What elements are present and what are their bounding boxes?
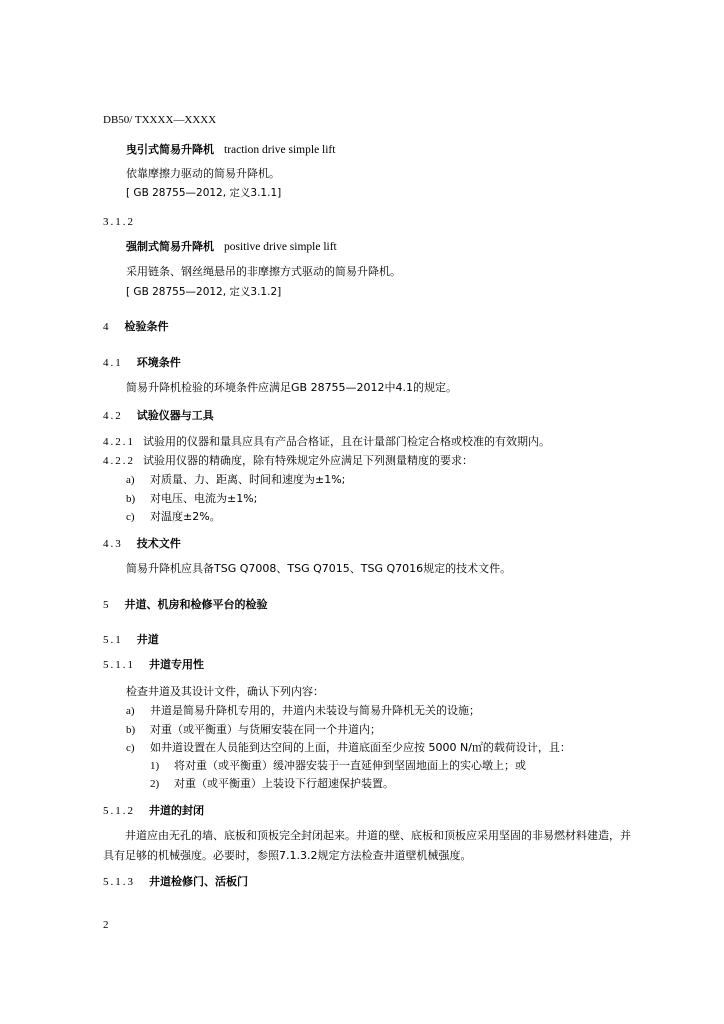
list-marker: 1) xyxy=(150,760,160,772)
list-item xyxy=(126,492,257,506)
list-text: 对重（或平衡重）上装设下行超速保护装置。 xyxy=(174,777,394,790)
list-text: 对电压、电流为±1%; xyxy=(150,492,258,505)
term-en: positive drive simple lift xyxy=(224,241,337,253)
term-en: traction drive simple lift xyxy=(224,144,336,156)
page-number: 2 xyxy=(103,919,109,931)
sub-list-item xyxy=(150,759,526,773)
clause-text: 试验用仪器的精确度，除有特殊规定外应满足下列测量精度的要求： xyxy=(143,454,473,467)
paragraph: 简易升降机检验的环境条件应满足GB 28755—2012中4.1的规定。 xyxy=(126,381,458,394)
standard-code-header: DB50/ TXXXX—XXXX xyxy=(103,114,217,126)
term-title-positive-drive xyxy=(126,240,337,254)
section-heading-4-1 xyxy=(103,356,181,370)
section-title: 井道的封闭 xyxy=(149,804,204,817)
clause-number: 4.2.1 xyxy=(103,436,135,448)
list-item xyxy=(126,473,345,487)
section-heading-5 xyxy=(103,598,268,612)
clause-4-2-2 xyxy=(103,454,473,468)
paragraph: 检查井道及其设计文件，确认下列内容： xyxy=(126,685,324,698)
list-text: 井道是简易升降机专用的，井道内未装设与简易升降机无关的设施； xyxy=(150,704,480,717)
list-text: 将对重（或平衡重）缓冲器安装于一直延伸到坚固地面上的实心墩上；或 xyxy=(174,759,526,772)
paragraph: 井道应由无孔的墙、底板和顶板完全封闭起来。井道的壁、底板和顶板应采用坚固的非易燃材料建造，并具有足够的机械强度。必要时，参照7.1.3.2规定方法检查井道壁机械强度。 xyxy=(103,829,631,862)
section-title: 井道专用性 xyxy=(149,658,204,671)
term-definition: 依靠摩擦力驱动的简易升降机。 xyxy=(126,167,280,180)
list-marker: c) xyxy=(126,742,135,754)
section-title: 井道、机房和检修平台的检验 xyxy=(124,598,268,611)
list-text: 对温度±2%。 xyxy=(150,510,221,523)
clause-text: 试验用的仪器和量具应具有产品合格证，且在计量部门检定合格或校准的有效期内。 xyxy=(143,435,550,448)
section-heading-5-1-3 xyxy=(103,875,248,889)
clause-4-2-1 xyxy=(103,435,550,449)
list-marker: c) xyxy=(126,511,135,523)
list-text: 对质量、力、距离、时间和速度为±1%; xyxy=(150,473,346,486)
section-number: 4.3 xyxy=(103,538,123,550)
clause-number: 4.2.2 xyxy=(103,455,135,467)
sub-list-item xyxy=(150,777,394,791)
section-title: 技术文件 xyxy=(136,537,181,550)
section-number: 5.1.1 xyxy=(103,659,135,671)
term-zh: 曳引式简易升降机 xyxy=(126,143,214,156)
list-text: 对重（或平衡重）与货厢安装在同一个井道内； xyxy=(150,723,381,736)
term-zh: 强制式简易升降机 xyxy=(126,240,214,253)
list-item xyxy=(126,510,221,524)
section-number: 4.1 xyxy=(103,357,123,369)
section-heading-4 xyxy=(103,320,169,334)
term-source: [ GB 28755—2012, 定义3.1.1] xyxy=(126,187,282,199)
section-title: 检验条件 xyxy=(124,320,169,333)
section-title: 井道检修门、活板门 xyxy=(149,875,248,888)
section-heading-5-1-1 xyxy=(103,658,204,672)
section-number: 5 xyxy=(103,599,111,611)
list-marker: a) xyxy=(126,474,135,486)
list-marker: b) xyxy=(126,724,136,736)
clause-number: 3.1.2 xyxy=(103,216,135,228)
list-item xyxy=(126,741,571,755)
section-number: 5.1.3 xyxy=(103,876,135,888)
section-number: 4.2 xyxy=(103,410,123,422)
section-title: 井道 xyxy=(136,633,159,646)
list-item xyxy=(126,704,480,718)
section-title: 环境条件 xyxy=(136,356,181,369)
list-marker: a) xyxy=(126,705,135,717)
section-heading-5-1 xyxy=(103,633,159,647)
paragraph: 简易升降机应具备TSG Q7008、TSG Q7015、TSG Q7016规定的技术文件。 xyxy=(126,562,512,575)
section-number: 5.1.2 xyxy=(103,805,135,817)
section-title: 试验仪器与工具 xyxy=(136,409,214,422)
list-marker: b) xyxy=(126,493,136,505)
section-heading-4-3 xyxy=(103,537,181,551)
list-marker: 2) xyxy=(150,778,160,790)
list-item xyxy=(126,723,381,737)
section-heading-4-2 xyxy=(103,409,214,423)
term-definition: 采用链条、钢丝绳悬吊的非摩擦方式驱动的简易升降机。 xyxy=(126,265,401,278)
term-title-traction-drive xyxy=(126,143,335,157)
term-source: [ GB 28755—2012, 定义3.1.2] xyxy=(126,286,282,298)
section-heading-5-1-2 xyxy=(103,804,204,818)
section-number: 4 xyxy=(103,321,111,333)
list-text: 如井道设置在人员能到达空间的上面，井道底面至少应按 5000 N/㎡的载荷设计，且： xyxy=(150,741,571,754)
section-number: 5.1 xyxy=(103,634,123,646)
